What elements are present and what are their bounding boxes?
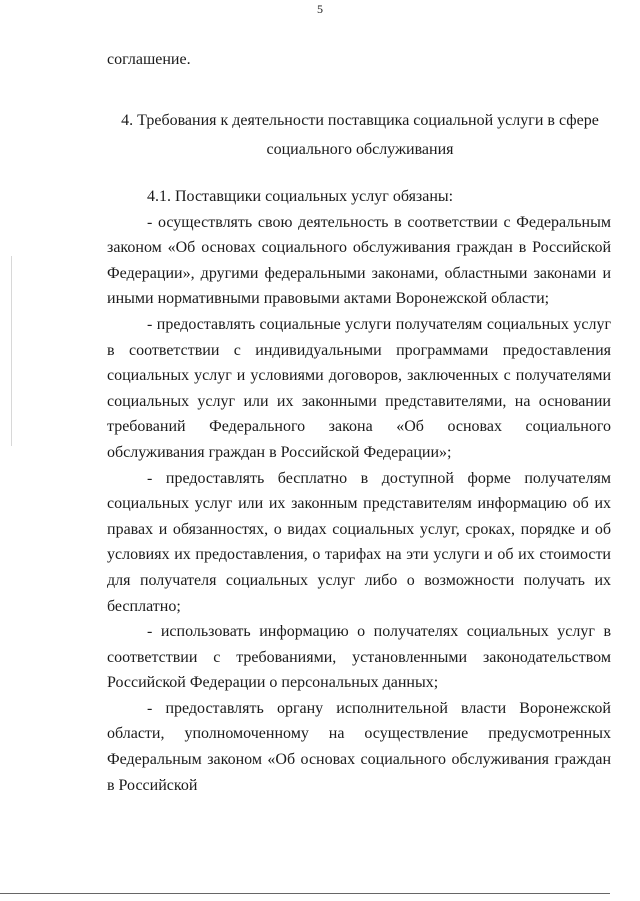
- section-heading-line-2: социального обслуживания: [266, 141, 454, 158]
- document-body: [107, 184, 611, 798]
- scan-margin-mark: [11, 256, 12, 446]
- scan-bottom-edge-line: [0, 893, 610, 894]
- paragraph-item: - предоставлять органу исполнительной власти Воронежской области, уполномоченному на осуществление предусмотренных Федеральным законом «Об основах социального обслуживания граждан в Российской: [107, 699, 611, 794]
- paragraph-intro: 4.1. Поставщики социальных услуг обязаны:: [147, 188, 454, 205]
- section-heading-line-1: 4. Требования к деятельности поставщика социальной услуги в сфере: [121, 112, 599, 129]
- paragraph-item: - предоставлять бесплатно в доступной форме получателям социальных услуг или их законным представителям информацию об их правах и обязанностях, о видах социальных услуг, сроках, порядке и об условиях их предоставления, о тарифах на эти услуги и об их стоимости для получателя социальных услуг либо о возможности получать их бесплатно;: [107, 469, 611, 615]
- page-number: 5: [317, 2, 323, 16]
- paragraph-item: - осуществлять свою деятельность в соответствии с Федеральным законом «Об основах социального обслуживания граждан в Российской Федерации», другими федеральными законами, областными законами и иными нормативными правовыми актами Воронежской области;: [107, 213, 611, 308]
- paragraph-item: - использовать информацию о получателях социальных услуг в соответствии с требованиями, установленными законодательством Российской Федерации о персональных данных;: [107, 623, 611, 692]
- paragraph-item: - предоставлять социальные услуги получателям социальных услуг в соответствии с индивидуальными программами предоставления социальных услуг и условиями договоров, заключенных с получателями социальных услуг или их законными представителями, на основании требований Федерального закона «Об основах социального обслуживания граждан в Российской Федерации»;: [107, 315, 611, 461]
- section-heading: [120, 106, 600, 164]
- previous-paragraph-tail: соглашение.: [107, 51, 191, 68]
